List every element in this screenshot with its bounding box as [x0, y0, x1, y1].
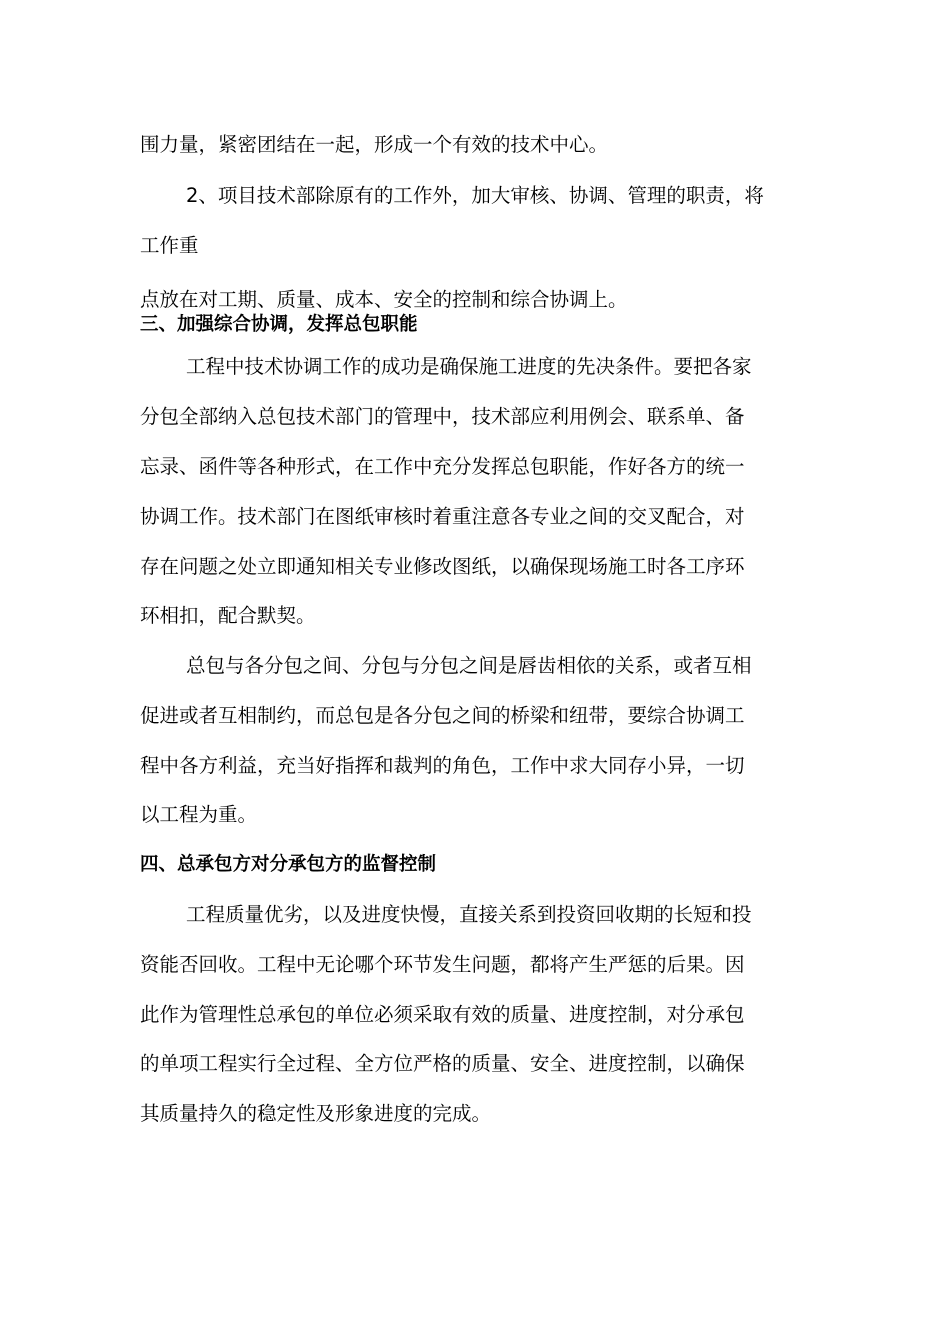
body-text-line: 资能否回收。工程中无论哪个环节发生问题，都将产生严惩的后果。因: [140, 953, 745, 976]
body-text-line: 总包与各分包之间、分包与分包之间是唇齿相依的关系，或者互相: [186, 654, 752, 677]
body-text-line: 环相扣，配合默契。: [140, 604, 316, 627]
body-text-line: 促进或者互相制约，而总包是各分包之间的桥梁和纽带，要综合协调工: [140, 704, 745, 727]
body-text-line: 工作重: [140, 234, 199, 257]
body-text-line: 程中各方利益，充当好指挥和裁判的角色，工作中求大同存小异，一切: [140, 754, 745, 777]
body-text-line: 2、项目技术部除原有的工作外，加大审核、协调、管理的职责，将: [186, 184, 764, 207]
body-text-line: 协调工作。技术部门在图纸审核时着重注意各专业之间的交叉配合，对: [140, 505, 745, 528]
body-text-line: 工程质量优劣，以及进度快慢，直接关系到投资回收期的长短和投: [186, 903, 752, 926]
body-text-line: 存在问题之处立即通知相关专业修改图纸，以确保现场施工时各工序环: [140, 555, 745, 578]
body-text-line: 其质量持久的稳定性及形象进度的完成。: [140, 1102, 492, 1125]
section-heading: 三、加强综合协调，发挥总包职能: [140, 314, 418, 335]
body-text-line: 此作为管理性总承包的单位必须采取有效的质量、进度控制，对分承包: [140, 1003, 745, 1026]
body-text-line: 点放在对工期、质量、成本、安全的控制和综合协调上。: [140, 288, 628, 311]
body-text-line: 的单项工程实行全过程、全方位严格的质量、安全、进度控制，以确保: [140, 1052, 745, 1075]
body-text-line: 以工程为重。: [140, 803, 258, 826]
body-text-line: 围力量，紧密团结在一起，形成一个有效的技术中心。: [140, 133, 609, 156]
body-text-line: 忘录、函件等各种形式，在工作中充分发挥总包职能，作好各方的统一: [140, 455, 745, 478]
section-heading: 四、总承包方对分承包方的监督控制: [140, 854, 437, 875]
body-text-line: 工程中技术协调工作的成功是确保施工进度的先决条件。要把各家: [186, 355, 752, 378]
body-text-line: 分包全部纳入总包技术部门的管理中，技术部应利用例会、联系单、备: [140, 405, 745, 428]
